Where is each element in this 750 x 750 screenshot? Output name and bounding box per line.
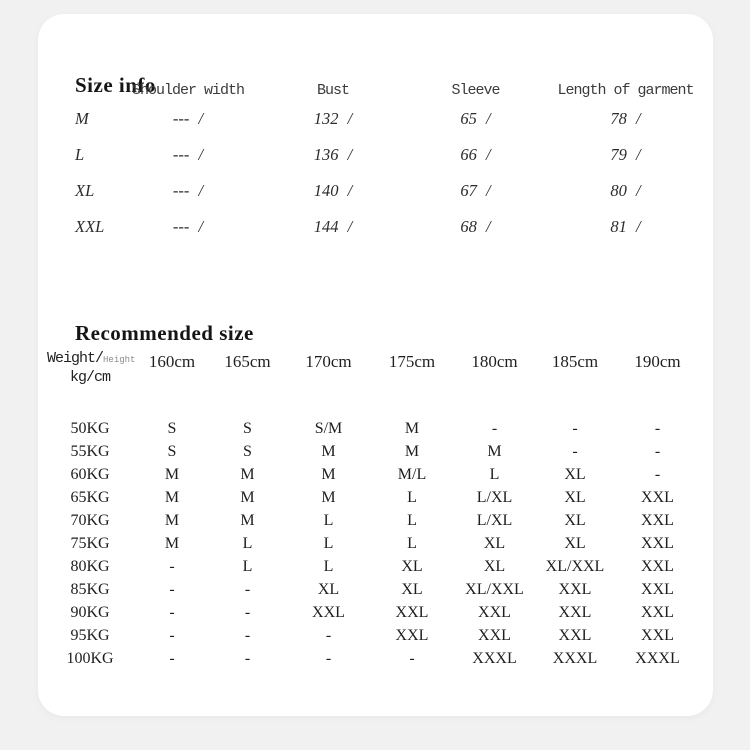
height-column-header: 160cm [148, 352, 196, 371]
recommended-size-cell: XL [483, 557, 506, 575]
recommended-size-cell: - [244, 580, 251, 598]
recommended-size-cell: - [169, 603, 175, 621]
weight-label: 95KG [70, 626, 110, 644]
size-info-cell-length: 79 / [610, 145, 641, 164]
recommended-size-cell: XL [401, 580, 423, 598]
size-info-header-length: Length of garment [557, 82, 694, 99]
recommended-size-cell: M [321, 442, 336, 460]
recommended-size-cell: L [323, 557, 334, 575]
size-info-cell-bust: 132 / [313, 109, 353, 128]
recommended-size-cell: S [243, 419, 252, 437]
weight-label: 55KG [70, 442, 110, 460]
recommended-size-cell: XXXL [472, 649, 517, 667]
recommended-size-cell: XL [564, 534, 586, 552]
recommended-size-table [44, 338, 700, 670]
recommended-size-cell: M [404, 442, 420, 460]
recommended-size-cell: XXL [641, 603, 674, 621]
recommended-size-cell: XXL [558, 580, 592, 598]
size-label: XXL [75, 217, 105, 236]
recommended-size-cell: XXL [641, 626, 674, 644]
weight-label: 100KG [66, 649, 114, 667]
weight-label: 70KG [70, 511, 110, 529]
recommended-row [44, 463, 700, 486]
recommended-size-cell: XXL [312, 603, 345, 621]
recommended-size-cell: M [164, 488, 180, 506]
recommended-size-cell: S [167, 419, 177, 437]
recommended-size-cell: S [243, 442, 252, 460]
recommended-size-cell: M [404, 419, 420, 437]
recommended-size-cell: M [487, 442, 502, 460]
recommended-size-cell: - [325, 649, 332, 667]
size-info-cell-shoulder: --- / [172, 217, 204, 236]
recommended-size-cell: XXL [641, 580, 674, 598]
unit-label-text: kg/cm [69, 369, 110, 386]
recommended-size-cell: - [169, 580, 175, 598]
weight-label: 85KG [70, 580, 110, 598]
recommended-size-cell: L/XL [476, 488, 513, 506]
recommended-size-cell: XXL [558, 603, 592, 621]
height-column-header: 185cm [551, 352, 599, 371]
recommended-row [44, 601, 700, 624]
weight-height-corner-cell [44, 338, 136, 417]
recommended-size-cell: M [240, 465, 255, 483]
recommended-size-cell: XL [401, 557, 423, 575]
recommended-size-cell: XXL [478, 626, 511, 644]
recommended-size-cell: XL [564, 511, 586, 529]
recommended-size-cell: L [323, 511, 334, 529]
weight-label: 65KG [70, 488, 110, 506]
recommended-size-cell: XXL [641, 511, 674, 529]
recommended-row [44, 440, 700, 463]
size-info-title: Size info [75, 73, 156, 98]
recommended-size-cell: S [167, 442, 177, 460]
recommended-size-cell: - [654, 442, 661, 460]
recommended-size-cell: L [242, 534, 253, 552]
weight-label: 90KG [70, 603, 110, 621]
recommended-size-cell: M [164, 534, 180, 552]
height-header-row [44, 338, 700, 417]
size-info-cell-bust: 140 / [313, 181, 353, 200]
recommended-size-cell: - [491, 419, 498, 437]
height-column-header: 190cm [634, 352, 681, 371]
size-info-cell-bust: 136 / [313, 145, 353, 164]
size-info-row [38, 137, 703, 173]
weight-label: 75KG [70, 534, 110, 552]
recommended-size-title: Recommended size [75, 321, 254, 346]
size-info-cell-length: 78 / [610, 109, 641, 128]
recommended-size-cell: M [240, 488, 255, 506]
recommended-size-cell: XXL [641, 557, 674, 575]
size-info-header-blank [38, 70, 113, 101]
recommended-size-cell: XXL [641, 534, 674, 552]
size-info-row [38, 101, 703, 137]
recommended-size-cell: XXL [395, 626, 429, 644]
recommended-size-cell: - [244, 603, 251, 621]
recommended-row [44, 486, 700, 509]
size-info-cell-shoulder: --- / [172, 109, 204, 128]
recommended-size-cell: - [572, 442, 578, 460]
recommended-row [44, 647, 700, 670]
recommended-size-cell: L [407, 534, 417, 552]
recommended-size-cell: - [572, 419, 578, 437]
recommended-size-cell: L [323, 534, 334, 552]
size-info-cell-length: 81 / [610, 217, 641, 236]
height-label-text: Height [103, 355, 136, 365]
recommended-size-cell: XXL [395, 603, 429, 621]
size-info-header-row [38, 70, 703, 101]
recommended-row [44, 555, 700, 578]
size-info-cell-sleeve: 67 / [460, 181, 491, 200]
recommended-size-cell: - [654, 419, 661, 437]
recommended-size-cell: L [407, 511, 417, 529]
recommended-size-cell: XL [483, 534, 506, 552]
recommended-size-cell: XL [317, 580, 340, 598]
recommended-row [44, 509, 700, 532]
size-info-row [38, 209, 703, 245]
recommended-size-cell: M [164, 465, 180, 483]
recommended-size-cell: XL [564, 488, 586, 506]
size-info-cell-bust: 144 / [313, 217, 353, 236]
recommended-size-cell: M [321, 465, 336, 483]
recommended-size-cell: XXL [478, 603, 511, 621]
recommended-size-cell: - [169, 626, 175, 644]
height-column-header: 170cm [305, 352, 352, 371]
size-info-cell-shoulder: --- / [172, 181, 204, 200]
size-info-cell-length: 80 / [610, 181, 641, 200]
size-chart-card [38, 14, 713, 716]
recommended-size-cell: L [242, 557, 253, 575]
recommended-size-cell: L/XL [476, 511, 513, 529]
size-info-header-shoulder: Shoulder width [131, 82, 245, 99]
recommended-size-cell: XL/XXL [465, 580, 524, 598]
size-info-cell-sleeve: 65 / [460, 109, 491, 128]
size-info-cell-shoulder: --- / [172, 145, 204, 164]
recommended-row [44, 532, 700, 555]
recommended-size-cell: XXL [641, 488, 674, 506]
recommended-row [44, 417, 700, 440]
recommended-row [44, 624, 700, 647]
weight-label: 60KG [70, 465, 110, 483]
weight-label: 80KG [70, 557, 110, 575]
height-column-header: 175cm [388, 352, 436, 371]
height-column-header: 180cm [471, 352, 518, 371]
size-info-cell-sleeve: 66 / [460, 145, 491, 164]
recommended-size-cell: S/M [314, 419, 343, 437]
recommended-size-cell: - [169, 557, 175, 575]
recommended-size-cell: - [654, 465, 661, 483]
size-info-cell-sleeve: 68 / [460, 217, 491, 236]
recommended-size-cell: - [409, 649, 415, 667]
recommended-size-cell: XL/XXL [545, 557, 605, 575]
weight-label-text: Weight/ [47, 350, 104, 367]
weight-per-height-label [45, 350, 135, 369]
recommended-size-cell: - [244, 626, 251, 644]
recommended-size-cell: XXXL [552, 649, 598, 667]
height-column-header: 165cm [224, 352, 271, 371]
recommended-size-cell: XXL [558, 626, 592, 644]
recommended-size-cell: XXXL [635, 649, 680, 667]
weight-label: 50KG [70, 419, 110, 437]
size-info-row [38, 173, 703, 209]
recommended-size-cell: M [321, 488, 336, 506]
recommended-size-cell: L [407, 488, 417, 506]
size-info-header-bust: Bust [316, 82, 349, 99]
size-info-table [38, 70, 703, 245]
recommended-size-cell: M [240, 511, 255, 529]
recommended-size-cell: - [169, 649, 175, 667]
recommended-size-cell: M/L [397, 465, 427, 483]
recommended-size-cell: - [244, 649, 251, 667]
recommended-size-cell: L [489, 465, 500, 483]
size-label: M [75, 109, 89, 128]
recommended-size-cell: - [325, 626, 332, 644]
size-info-header-sleeve: Sleeve [451, 82, 500, 99]
size-label: XL [75, 181, 95, 200]
size-label: L [75, 145, 85, 164]
recommended-size-cell: M [164, 511, 180, 529]
recommended-row [44, 578, 700, 601]
recommended-size-cell: XL [564, 465, 586, 483]
